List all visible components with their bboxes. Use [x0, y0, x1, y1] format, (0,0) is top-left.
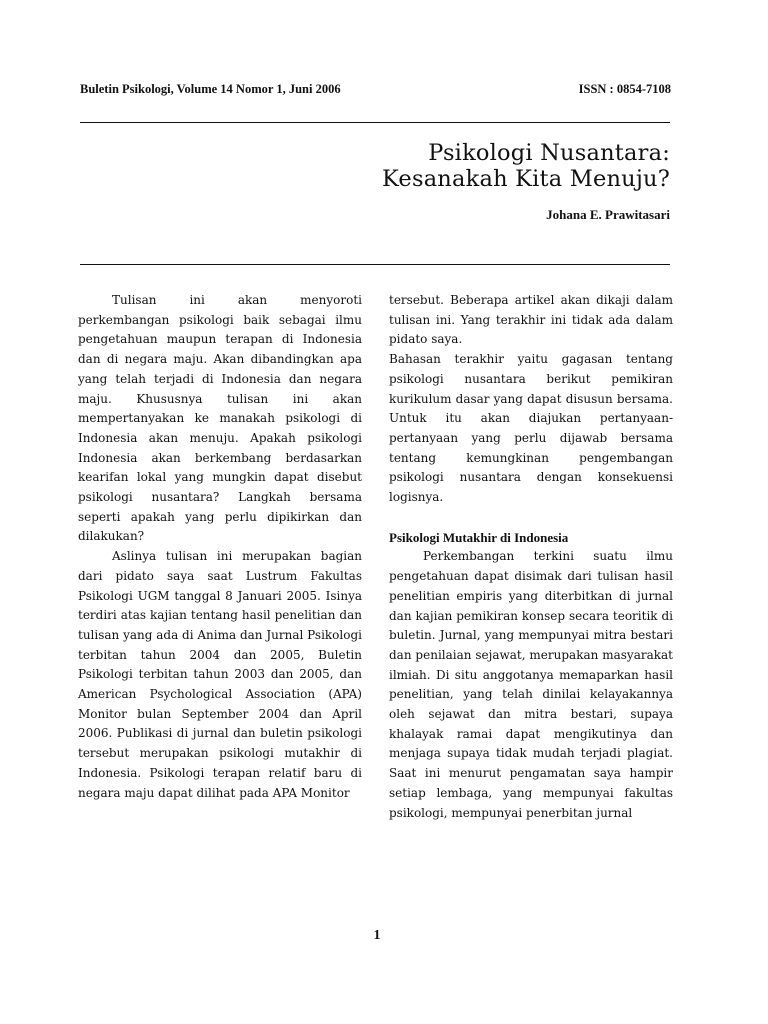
journal-header: Buletin Psikologi, Volume 14 Nomor 1, Juni 2006: [80, 82, 341, 96]
title-rule: [80, 264, 670, 265]
author-name: Johana E. Prawitasari: [546, 207, 670, 222]
right-paragraph-1: tersebut. Beberapa artikel akan dikaji dalam tulisan ini. Yang terakhir ini tidak ada dalam pidato saya.: [389, 293, 673, 347]
header-rule: [80, 122, 670, 123]
right-paragraph-3: Perkembangan terkini suatu ilmu pengetahuan dapat disimak dari tulisan hasil penelitian empiris yang diterbitkan di jurnal dan kajian pemikiran konsep secara teoritik di buletin. Jurnal, yang mempunyai mitra bestari dan penilaian sejawat, merupakan masyarakat ilmiah. Di situ anggotanya memaparkan hasil penelitian, yang telah dinilai kelayakannya oleh sejawat dan mitra bestari, supaya khalayak ramai dapat mengikutinya dan menjaga supaya tidak mudah terjadi plagiat. Saat ini menurut pengamatan saya hampir setiap lembaga, yang mempunyai fakultas psikologi, mempunyai penerbitan jurnal: [389, 549, 673, 820]
article-title: [270, 140, 670, 192]
left-column: [78, 291, 362, 803]
right-paragraph-2: Bahasan terakhir yaitu gagasan tentang psikologi nusantara berikut pemikiran kurikulum dasar yang dapat disusun bersama. Untuk itu akan diajukan pertanyaan-pertanyaan yang perlu dijawab bersama tentang kemungkinan pengembangan psikologi nusantara dengan konsekuensi logisnya.: [389, 352, 673, 505]
left-paragraph-1: Tulisan ini akan menyoroti perkembangan psikologi baik sebagai ilmu pengetahuan maupun terapan di Indonesia dan di negara maju. Akan dibandingkan apa yang telah terjadi di Indonesia dan negara maju. Khususnya tulisan ini akan mempertanyakan ke manakah psikologi di Indonesia akan menuju. Apakah psikologi Indonesia akan berkembang berdasarkan kearifan lokal yang mungkin dapat disebut psikologi nusantara? Langkah bersama seperti apakah yang perlu dipikirkan dan dilakukan?: [78, 293, 362, 544]
title-line-1: Psikologi Nusantara:: [428, 140, 670, 166]
left-paragraph-2: Aslinya tulisan ini merupakan bagian dari pidato saya saat Lustrum Fakultas Psikologi UGM tanggal 8 Januari 2005. Isinya terdiri atas kajian tentang hasil penelitian dan tulisan yang ada di Anima dan Jurnal Psikologi terbitan tahun 2004 dan 2005, Buletin Psikologi terbitan tahun 2003 dan 2005, dan American Psychological Association (APA) Monitor bulan September 2004 dan April 2006. Publikasi di jurnal dan buletin psikologi tersebut merupakan psikologi mutakhir di Indonesia. Psikologi terapan relatif baru di negara maju dapat dilihat pada APA Monitor: [78, 549, 362, 800]
right-column: [389, 291, 673, 823]
page-number: 1: [373, 928, 381, 943]
title-line-2: Kesanakah Kita Menuju?: [382, 166, 670, 192]
issn-label: ISSN : 0854-7108: [578, 82, 671, 96]
section-heading: Psikologi Mutakhir di Indonesia: [389, 529, 569, 545]
